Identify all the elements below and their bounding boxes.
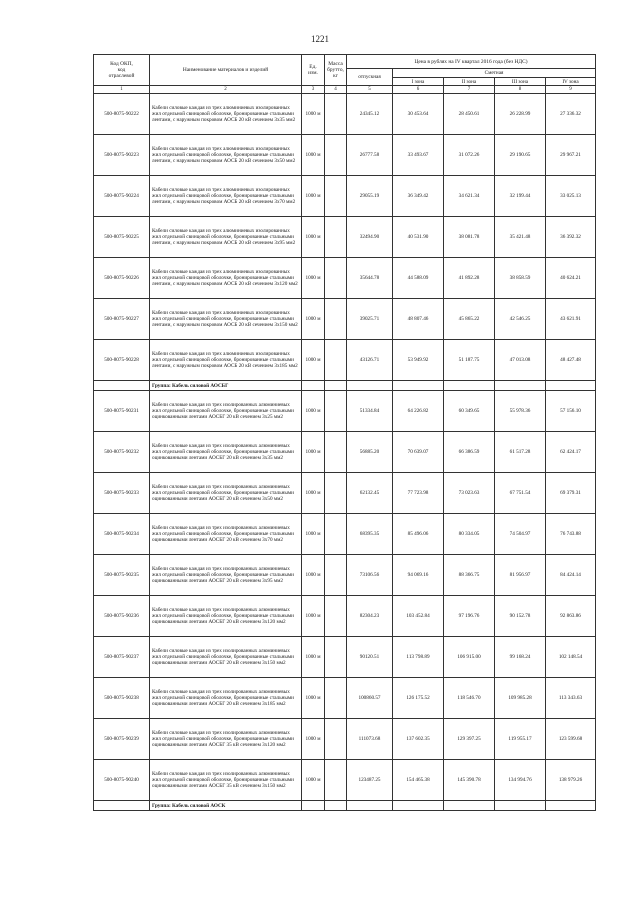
group-empty-cell bbox=[325, 801, 347, 811]
header-code: Код ОКП, код отраслевой bbox=[94, 55, 150, 86]
item-price-zone-2: 118 546.70 bbox=[444, 678, 495, 719]
item-price-zone-3: 42 546.25 bbox=[495, 299, 546, 340]
item-price-zone-4: 57 156.10 bbox=[546, 391, 596, 432]
item-code: 500-8075-90238 bbox=[94, 678, 150, 719]
item-price-zone-1: 30 453.64 bbox=[393, 94, 444, 135]
item-price-zone-3: 47 013.08 bbox=[495, 340, 546, 381]
item-unit: 1000 м bbox=[302, 391, 325, 432]
item-price-zone-4: 36 392.32 bbox=[546, 217, 596, 258]
item-price-zone-1: 44 588.09 bbox=[393, 258, 444, 299]
item-price: 90120.51 bbox=[347, 637, 393, 678]
item-price-zone-4: 33 025.13 bbox=[546, 176, 596, 217]
item-unit: 1000 м bbox=[302, 176, 325, 217]
item-price-zone-3: 35 421.48 bbox=[495, 217, 546, 258]
item-name: Кабели силовые каждая из трех изолированных алюминиевых жил отдельной свинцовой оболочке, бронированные стальными оцинкованными лентами АОСБГ 35 кВ сечением 3х150 мм2 bbox=[150, 760, 302, 801]
item-price-zone-3: 90 152.78 bbox=[495, 596, 546, 637]
item-price-zone-2: 80 334.05 bbox=[444, 514, 495, 555]
item-price-zone-1: 53 949.92 bbox=[393, 340, 444, 381]
item-price-zone-4: 69 379.31 bbox=[546, 473, 596, 514]
item-price-zone-4: 62 424.17 bbox=[546, 432, 596, 473]
item-price-zone-3: 67 751.54 bbox=[495, 473, 546, 514]
item-unit: 1000 м bbox=[302, 473, 325, 514]
header-zone-1: I зона bbox=[393, 78, 444, 86]
item-price-zone-2: 51 187.75 bbox=[444, 340, 495, 381]
col-number: 7 bbox=[444, 86, 495, 94]
item-price-zone-4: 92 863.86 bbox=[546, 596, 596, 637]
item-price-zone-2: 60 349.65 bbox=[444, 391, 495, 432]
item-unit: 1000 м bbox=[302, 719, 325, 760]
table-row bbox=[94, 135, 596, 176]
item-price: 35644.78 bbox=[347, 258, 393, 299]
item-price-zone-2: 45 865.22 bbox=[444, 299, 495, 340]
item-unit: 1000 м bbox=[302, 217, 325, 258]
item-mass bbox=[325, 258, 347, 299]
item-code: 500-8075-90235 bbox=[94, 555, 150, 596]
item-price-zone-3: 38 858.59 bbox=[495, 258, 546, 299]
item-price: 82304.23 bbox=[347, 596, 393, 637]
item-price-zone-3: 134 994.76 bbox=[495, 760, 546, 801]
item-code: 500-8075-90239 bbox=[94, 719, 150, 760]
item-code: 500-8075-90240 bbox=[94, 760, 150, 801]
item-price-zone-2: 97 196.76 bbox=[444, 596, 495, 637]
group-row bbox=[94, 801, 596, 811]
item-price: 62132.45 bbox=[347, 473, 393, 514]
table-row bbox=[94, 217, 596, 258]
table-row bbox=[94, 391, 596, 432]
item-price-zone-2: 73 023.63 bbox=[444, 473, 495, 514]
group-empty-cell bbox=[302, 801, 325, 811]
item-price-zone-2: 34 621.34 bbox=[444, 176, 495, 217]
item-price-zone-1: 70 639.07 bbox=[393, 432, 444, 473]
group-empty-cell bbox=[546, 381, 596, 391]
group-empty-cell bbox=[444, 801, 495, 811]
col-number: 3 bbox=[302, 86, 325, 94]
header-price-title: Цена в рублях на IV квартал 2016 года (без НДС) bbox=[347, 55, 596, 69]
group-empty-cell bbox=[325, 381, 347, 391]
group-title: Группа: Кабель силовой АОСК bbox=[150, 801, 302, 811]
col-number: 5 bbox=[347, 86, 393, 94]
item-price: 73106.56 bbox=[347, 555, 393, 596]
item-mass bbox=[325, 760, 347, 801]
group-empty-cell bbox=[302, 381, 325, 391]
item-price-zone-2: 28 450.61 bbox=[444, 94, 495, 135]
item-price-zone-3: 26 228.99 bbox=[495, 94, 546, 135]
item-price-zone-2: 129 397.25 bbox=[444, 719, 495, 760]
item-code: 500-8075-90226 bbox=[94, 258, 150, 299]
item-code: 500-8075-90222 bbox=[94, 94, 150, 135]
table-row bbox=[94, 473, 596, 514]
item-price-zone-1: 94 069.16 bbox=[393, 555, 444, 596]
item-name: Кабели силовые каждая из трех изолированных алюминиевых жил отдельной свинцовой оболочке, бронированные стальными оцинкованными лентами АОСБГ 20 кВ сечением 3х95 мм2 bbox=[150, 555, 302, 596]
item-price-zone-3: 61 517.28 bbox=[495, 432, 546, 473]
item-unit: 1000 м bbox=[302, 299, 325, 340]
group-empty-cell bbox=[546, 801, 596, 811]
item-price-zone-1: 126 175.52 bbox=[393, 678, 444, 719]
table-row bbox=[94, 432, 596, 473]
item-name: Кабели силовые каждая из трех изолированных алюминиевых жил отдельной свинцовой оболочке, бронированные стальными оцинкованными лентами АОСБГ 20 кВ сечением 3х185 мм2 bbox=[150, 678, 302, 719]
table-row bbox=[94, 637, 596, 678]
item-price-zone-1: 40 531.90 bbox=[393, 217, 444, 258]
header-estimate: Сметная bbox=[393, 69, 596, 78]
price-table bbox=[93, 54, 596, 811]
group-empty-cell bbox=[94, 801, 150, 811]
item-price: 32494.90 bbox=[347, 217, 393, 258]
header-wholesale: отпускная bbox=[347, 69, 393, 86]
group-empty-cell bbox=[444, 381, 495, 391]
item-unit: 1000 м bbox=[302, 135, 325, 176]
item-price: 26777.58 bbox=[347, 135, 393, 176]
page-number: 1221 bbox=[311, 34, 329, 44]
item-price-zone-1: 77 723.98 bbox=[393, 473, 444, 514]
col-number: 8 bbox=[495, 86, 546, 94]
col-number: 4 bbox=[325, 86, 347, 94]
table-row bbox=[94, 299, 596, 340]
item-price-zone-4: 40 624.21 bbox=[546, 258, 596, 299]
item-unit: 1000 м bbox=[302, 760, 325, 801]
item-unit: 1000 м bbox=[302, 514, 325, 555]
item-price-zone-4: 43 621.91 bbox=[546, 299, 596, 340]
item-unit: 1000 м bbox=[302, 258, 325, 299]
item-price-zone-2: 88 366.75 bbox=[444, 555, 495, 596]
group-empty-cell bbox=[495, 801, 546, 811]
item-price: 51334.84 bbox=[347, 391, 393, 432]
item-name: Кабели силовые каждая из трех алюминиевых изолированных жил отдельной свинцовой оболочке, бронированные стальными лентами, с наружным покровом АОСБ 20 кВ сечением 3х50 мм2 bbox=[150, 135, 302, 176]
item-price-zone-1: 33 493.67 bbox=[393, 135, 444, 176]
item-price: 111073.68 bbox=[347, 719, 393, 760]
group-title: Группа: Кабель силовой АОСБГ bbox=[150, 381, 302, 391]
item-name: Кабели силовые каждая из трех алюминиевых изолированных жил отдельной свинцовой оболочке, бронированные стальными лентами, с наружным покровом АОСБ 20 кВ сечением 3х95 мм2 bbox=[150, 217, 302, 258]
column-number-row bbox=[94, 86, 596, 94]
item-mass bbox=[325, 678, 347, 719]
item-price-zone-1: 48 807.46 bbox=[393, 299, 444, 340]
item-code: 500-8075-90224 bbox=[94, 176, 150, 217]
item-price: 56885.20 bbox=[347, 432, 393, 473]
item-mass bbox=[325, 596, 347, 637]
item-name: Кабели силовые каждая из трех изолированных алюминиевых жил отдельной свинцовой оболочке, бронированные стальными оцинкованными лентами АОСБГ 20 кВ сечением 3х70 мм2 bbox=[150, 514, 302, 555]
item-price-zone-2: 41 892.28 bbox=[444, 258, 495, 299]
item-name: Кабели силовые каждая из трех изолированных алюминиевых жил отдельной свинцовой оболочке, бронированные стальными оцинкованными лентами АОСБГ 20 кВ сечением 3х120 мм2 bbox=[150, 596, 302, 637]
item-price-zone-4: 84 424.14 bbox=[546, 555, 596, 596]
header-zone-3: III зона bbox=[495, 78, 546, 86]
header-name: Наименование материалов и изделий bbox=[150, 55, 302, 86]
table-body bbox=[94, 94, 596, 811]
table-row bbox=[94, 176, 596, 217]
item-mass bbox=[325, 94, 347, 135]
group-empty-cell bbox=[393, 381, 444, 391]
col-number: 9 bbox=[546, 86, 596, 94]
table-row bbox=[94, 514, 596, 555]
group-empty-cell bbox=[94, 381, 150, 391]
item-code: 500-8075-90225 bbox=[94, 217, 150, 258]
item-code: 500-8075-90234 bbox=[94, 514, 150, 555]
header-unit: Ед. изм. bbox=[302, 55, 325, 86]
header-zone-2: II зона bbox=[444, 78, 495, 86]
item-code: 500-8075-90236 bbox=[94, 596, 150, 637]
item-name: Кабели силовые каждая из трех изолированных алюминиевых жил отдельной свинцовой оболочке, бронированные стальными оцинкованными лентами АОСБГ 20 кВ сечением 3х150 мм2 bbox=[150, 637, 302, 678]
item-price-zone-3: 29 190.65 bbox=[495, 135, 546, 176]
item-price-zone-1: 137 602.35 bbox=[393, 719, 444, 760]
item-price-zone-4: 48 427.48 bbox=[546, 340, 596, 381]
item-unit: 1000 м bbox=[302, 555, 325, 596]
item-unit: 1000 м bbox=[302, 678, 325, 719]
item-price-zone-3: 32 199.44 bbox=[495, 176, 546, 217]
item-price-zone-2: 66 386.59 bbox=[444, 432, 495, 473]
group-empty-cell bbox=[393, 801, 444, 811]
item-price-zone-1: 113 798.89 bbox=[393, 637, 444, 678]
item-price-zone-4: 123 599.68 bbox=[546, 719, 596, 760]
item-unit: 1000 м bbox=[302, 637, 325, 678]
item-price-zone-1: 154 465.38 bbox=[393, 760, 444, 801]
item-price-zone-3: 99 168.24 bbox=[495, 637, 546, 678]
item-mass bbox=[325, 391, 347, 432]
item-price-zone-3: 55 978.36 bbox=[495, 391, 546, 432]
header-zone-4: IV зона bbox=[546, 78, 596, 86]
item-price-zone-3: 109 985.28 bbox=[495, 678, 546, 719]
item-mass bbox=[325, 135, 347, 176]
item-price: 100860.57 bbox=[347, 678, 393, 719]
item-price-zone-1: 103 452.84 bbox=[393, 596, 444, 637]
group-row bbox=[94, 381, 596, 391]
item-code: 500-8075-90232 bbox=[94, 432, 150, 473]
item-code: 500-8075-90233 bbox=[94, 473, 150, 514]
table-row bbox=[94, 596, 596, 637]
item-price-zone-1: 36 349.42 bbox=[393, 176, 444, 217]
item-name: Кабели силовые каждая из трех алюминиевых изолированных жил отдельной свинцовой оболочке, бронированные стальными лентами, с наружным покровом АОСБ 20 кВ сечением 3х120 мм2 bbox=[150, 258, 302, 299]
item-unit: 1000 м bbox=[302, 432, 325, 473]
item-name: Кабели силовые каждая из трех алюминиевых изолированных жил отдельной свинцовой оболочке, бронированные стальными лентами, с наружным покровом АОСБ 20 кВ сечением 3х185 мм2 bbox=[150, 340, 302, 381]
item-mass bbox=[325, 299, 347, 340]
item-price: 68395.35 bbox=[347, 514, 393, 555]
item-mass bbox=[325, 473, 347, 514]
item-name: Кабели силовые каждая из трех изолированных алюминиевых жил отдельной свинцовой оболочке, бронированные стальными оцинкованными лентами АОСБГ 35 кВ сечением 3х120 мм2 bbox=[150, 719, 302, 760]
item-mass bbox=[325, 217, 347, 258]
group-empty-cell bbox=[495, 381, 546, 391]
item-code: 500-8075-90237 bbox=[94, 637, 150, 678]
group-empty-cell bbox=[347, 381, 393, 391]
item-code: 500-8075-90223 bbox=[94, 135, 150, 176]
item-price: 29055.19 bbox=[347, 176, 393, 217]
item-price-zone-4: 76 743.88 bbox=[546, 514, 596, 555]
table-row bbox=[94, 94, 596, 135]
table-row bbox=[94, 555, 596, 596]
group-empty-cell bbox=[347, 801, 393, 811]
table-row bbox=[94, 719, 596, 760]
item-price-zone-4: 27 336.32 bbox=[546, 94, 596, 135]
item-name: Кабели силовые каждая из трех алюминиевых изолированных жил отдельной свинцовой оболочке, бронированные стальными лентами, с наружным покровом АОСБ 20 кВ сечением 3х35 мм2 bbox=[150, 94, 302, 135]
item-price: 123487.25 bbox=[347, 760, 393, 801]
col-number: 2 bbox=[150, 86, 302, 94]
item-code: 500-8075-90231 bbox=[94, 391, 150, 432]
table-row bbox=[94, 340, 596, 381]
item-price-zone-2: 38 081.78 bbox=[444, 217, 495, 258]
item-name: Кабели силовые каждая из трех изолированных алюминиевых жил отдельной свинцовой оболочке, бронированные стальными оцинкованными лентами АОСБГ 20 кВ сечением 3х35 мм2 bbox=[150, 432, 302, 473]
item-price-zone-1: 64 226.82 bbox=[393, 391, 444, 432]
item-price-zone-3: 119 955.17 bbox=[495, 719, 546, 760]
item-name: Кабели силовые каждая из трех алюминиевых изолированных жил отдельной свинцовой оболочке, бронированные стальными лентами, с наружным покровом АОСБ 20 кВ сечением 3х150 мм2 bbox=[150, 299, 302, 340]
item-unit: 1000 м bbox=[302, 94, 325, 135]
item-price-zone-1: 85 496.06 bbox=[393, 514, 444, 555]
item-price: 24345.12 bbox=[347, 94, 393, 135]
item-mass bbox=[325, 719, 347, 760]
item-mass bbox=[325, 340, 347, 381]
header-mass: Масса брутто, кг bbox=[325, 55, 347, 86]
item-mass bbox=[325, 637, 347, 678]
item-mass bbox=[325, 432, 347, 473]
item-mass bbox=[325, 555, 347, 596]
col-number: 1 bbox=[94, 86, 150, 94]
item-price: 39025.71 bbox=[347, 299, 393, 340]
item-price-zone-2: 106 915.00 bbox=[444, 637, 495, 678]
item-price-zone-4: 102 148.54 bbox=[546, 637, 596, 678]
table-row bbox=[94, 258, 596, 299]
item-mass bbox=[325, 176, 347, 217]
item-price-zone-2: 31 072.26 bbox=[444, 135, 495, 176]
col-number: 6 bbox=[393, 86, 444, 94]
item-price-zone-3: 74 504.97 bbox=[495, 514, 546, 555]
table-row bbox=[94, 760, 596, 801]
item-price-zone-4: 138 979.26 bbox=[546, 760, 596, 801]
item-price-zone-4: 29 967.21 bbox=[546, 135, 596, 176]
table-row bbox=[94, 678, 596, 719]
item-name: Кабели силовые каждая из трех алюминиевых изолированных жил отдельной свинцовой оболочке, бронированные стальными лентами, с наружным покровом АОСБ 20 кВ сечением 3х70 мм2 bbox=[150, 176, 302, 217]
item-price: 43126.71 bbox=[347, 340, 393, 381]
item-code: 500-8075-90228 bbox=[94, 340, 150, 381]
item-name: Кабели силовые каждая из трех изолированных алюминиевых жил отдельной свинцовой оболочке, бронированные стальными оцинкованными лентами АОСБГ 20 кВ сечением 3х50 мм2 bbox=[150, 473, 302, 514]
item-price-zone-3: 81 956.97 bbox=[495, 555, 546, 596]
item-name: Кабели силовые каждая из трех изолированных алюминиевых жил отдельной свинцовой оболочке, бронированные стальными оцинкованными лентами АОСБГ 20 кВ сечением 3х25 мм2 bbox=[150, 391, 302, 432]
item-code: 500-8075-90227 bbox=[94, 299, 150, 340]
item-unit: 1000 м bbox=[302, 340, 325, 381]
item-mass bbox=[325, 514, 347, 555]
item-unit: 1000 м bbox=[302, 596, 325, 637]
item-price-zone-4: 113 343.63 bbox=[546, 678, 596, 719]
item-price-zone-2: 145 390.78 bbox=[444, 760, 495, 801]
